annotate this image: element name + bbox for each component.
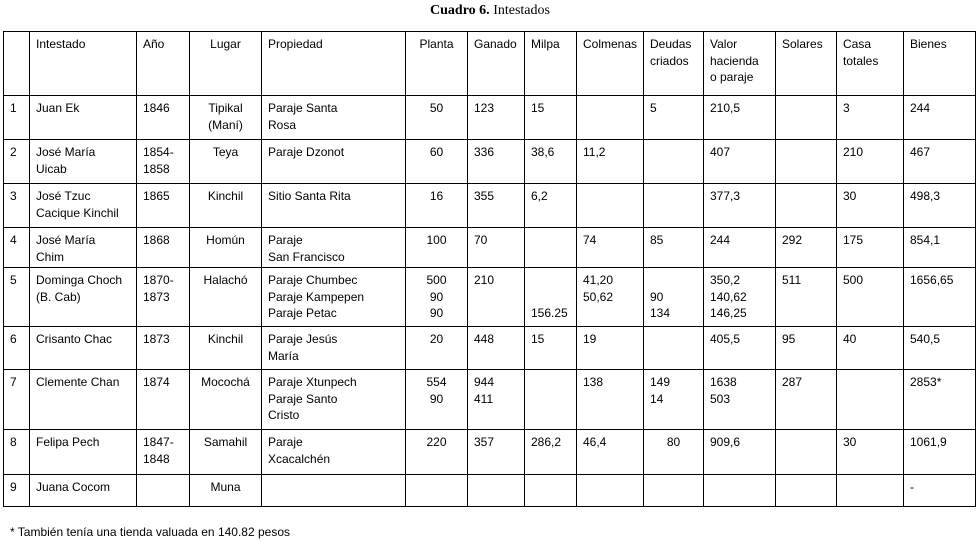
table-row: [4, 140, 976, 184]
table-cell: 854,1: [904, 228, 976, 268]
table-cell: 60: [406, 140, 468, 184]
table-cell: 1061,9: [904, 430, 976, 475]
table-cell: 40: [837, 327, 904, 370]
table-cell: [776, 430, 837, 475]
table-cell: Muna: [190, 475, 262, 507]
table-cell: 8: [4, 430, 30, 475]
table-cell: [577, 184, 644, 228]
table-cell: 287: [776, 370, 837, 430]
table-cell: 336: [468, 140, 525, 184]
footnote: * También tenía una tienda valuada en 140.82 pesos: [10, 525, 290, 539]
table-cell: 4: [4, 228, 30, 268]
table-cell: Paraje Dzonot: [262, 140, 406, 184]
table-cell: [525, 370, 577, 430]
table-cell: Paraje Jesús María: [262, 327, 406, 370]
table-cell: 244: [704, 228, 776, 268]
header-cell: Propiedad: [262, 32, 406, 96]
table-cell: 498,3: [904, 184, 976, 228]
table-cell: José Tzuc Cacique Kinchil: [30, 184, 137, 228]
table-cell: 405,5: [704, 327, 776, 370]
table-cell: 1656,65: [904, 268, 976, 327]
table-cell: 210: [468, 268, 525, 327]
table-cell: 2: [4, 140, 30, 184]
table-cell: Juana Cocom: [30, 475, 137, 507]
header-cell: [4, 32, 30, 96]
table-cell: [837, 370, 904, 430]
table-cell: 6,2: [525, 184, 577, 228]
table-cell: 292: [776, 228, 837, 268]
table-cell: 350,2 140,62 146,25: [704, 268, 776, 327]
table-cell: Paraje Xtunpech Paraje Santo Cristo: [262, 370, 406, 430]
table-cell: 244: [904, 96, 976, 140]
table-row: [4, 370, 976, 430]
table-cell: 30: [837, 184, 904, 228]
table-cell: Juan Ek: [30, 96, 137, 140]
table-cell: 15: [525, 96, 577, 140]
table-cell: 7: [4, 370, 30, 430]
table-cell: 540,5: [904, 327, 976, 370]
caption-label: Cuadro 6.: [430, 3, 490, 18]
table-row: [4, 327, 976, 370]
caption-title: Intestados: [493, 3, 550, 18]
table-cell: 41,20 50,62: [577, 268, 644, 327]
table-cell: 448: [468, 327, 525, 370]
header-cell: Milpa: [525, 32, 577, 96]
table-cell: [644, 184, 704, 228]
table-cell: [262, 475, 406, 507]
table-cell: 1868: [137, 228, 190, 268]
table-cell: Sitio Santa Rita: [262, 184, 406, 228]
table-cell: [776, 96, 837, 140]
table-row: [4, 184, 976, 228]
table-cell: 9: [4, 475, 30, 507]
table-cell: [644, 327, 704, 370]
table-cell: 16: [406, 184, 468, 228]
table-cell: 220: [406, 430, 468, 475]
table-cell: [837, 475, 904, 507]
table-cell: 3: [4, 184, 30, 228]
table-cell: Halachó: [190, 268, 262, 327]
table-cell: 138: [577, 370, 644, 430]
header-cell: Lugar: [190, 32, 262, 96]
table-cell: 511: [776, 268, 837, 327]
table-cell: 1874: [137, 370, 190, 430]
table-cell: 357: [468, 430, 525, 475]
table-cell: 554 90: [406, 370, 468, 430]
table-cell: 74: [577, 228, 644, 268]
table-cell: Paraje Xcacalchén: [262, 430, 406, 475]
table-cell: [644, 475, 704, 507]
table-cell: 1638 503: [704, 370, 776, 430]
table-cell: 1870- 1873: [137, 268, 190, 327]
table-cell: [776, 140, 837, 184]
table-cell: 944 411: [468, 370, 525, 430]
table-cell: 80: [644, 430, 704, 475]
table-cell: Felipa Pech: [30, 430, 137, 475]
header-cell: Ganado: [468, 32, 525, 96]
table-cell: 286,2: [525, 430, 577, 475]
table-cell: 1: [4, 96, 30, 140]
table-cell: [525, 228, 577, 268]
header-cell: Bienes: [904, 32, 976, 96]
table-cell: 1847- 1848: [137, 430, 190, 475]
table-cell: 30: [837, 430, 904, 475]
table-cell: 149 14: [644, 370, 704, 430]
table-cell: 1873: [137, 327, 190, 370]
table-cell: 1846: [137, 96, 190, 140]
table-cell: [776, 184, 837, 228]
table-cell: 2853*: [904, 370, 976, 430]
table-cell: 5: [4, 268, 30, 327]
intestados-table: [3, 31, 976, 507]
table-cell: 909,6: [704, 430, 776, 475]
table-cell: 100: [406, 228, 468, 268]
table-cell: 500: [837, 268, 904, 327]
table-cell: Paraje Chumbec Paraje Kampepen Paraje Petac: [262, 268, 406, 327]
table-row: [4, 96, 976, 140]
table-cell: 156.25: [525, 268, 577, 327]
table-cell: 3: [837, 96, 904, 140]
table-cell: [776, 475, 837, 507]
table-cell: 5: [644, 96, 704, 140]
table-cell: 1865: [137, 184, 190, 228]
table-cell: 11,2: [577, 140, 644, 184]
table-cell: 1854- 1858: [137, 140, 190, 184]
table-caption: [0, 3, 980, 19]
header-cell: Planta: [406, 32, 468, 96]
table-cell: Dominga Choch (B. Cab): [30, 268, 137, 327]
header-cell: Valor hacienda o paraje: [704, 32, 776, 96]
table-cell: Paraje San Francisco: [262, 228, 406, 268]
header-cell: Año: [137, 32, 190, 96]
table-cell: Kinchil: [190, 327, 262, 370]
table-cell: [644, 140, 704, 184]
table-cell: Teya: [190, 140, 262, 184]
header-cell: Deudas criados: [644, 32, 704, 96]
table-cell: Homún: [190, 228, 262, 268]
table-row: [4, 228, 976, 268]
table-cell: [406, 475, 468, 507]
table-cell: 38,6: [525, 140, 577, 184]
header-cell: Intestado: [30, 32, 137, 96]
table-cell: Crisanto Chac: [30, 327, 137, 370]
table-cell: [577, 475, 644, 507]
table-row: [4, 475, 976, 507]
table-cell: [137, 475, 190, 507]
table-cell: [468, 475, 525, 507]
table-cell: 46,4: [577, 430, 644, 475]
table-cell: Paraje Santa Rosa: [262, 96, 406, 140]
table-cell: José María Chim: [30, 228, 137, 268]
table-cell: 500 90 90: [406, 268, 468, 327]
table-cell: 210: [837, 140, 904, 184]
header-cell: Colmenas: [577, 32, 644, 96]
table-cell: 407: [704, 140, 776, 184]
table-cell: [525, 475, 577, 507]
table-cell: 6: [4, 327, 30, 370]
table-cell: 123: [468, 96, 525, 140]
header-row: [4, 32, 976, 96]
table-cell: 85: [644, 228, 704, 268]
table-cell: José María Uicab: [30, 140, 137, 184]
table-cell: [704, 475, 776, 507]
table-cell: 20: [406, 327, 468, 370]
table-cell: -: [904, 475, 976, 507]
table-row: [4, 430, 976, 475]
table-cell: 175: [837, 228, 904, 268]
table-cell: [577, 96, 644, 140]
table-cell: Mocochá: [190, 370, 262, 430]
table-cell: 19: [577, 327, 644, 370]
table-cell: 467: [904, 140, 976, 184]
table-cell: Kinchil: [190, 184, 262, 228]
table-cell: 210,5: [704, 96, 776, 140]
table-cell: Samahil: [190, 430, 262, 475]
table-cell: 90 134: [644, 268, 704, 327]
table-cell: 355: [468, 184, 525, 228]
table-cell: 95: [776, 327, 837, 370]
table-cell: 70: [468, 228, 525, 268]
table-cell: Tipikal (Maní): [190, 96, 262, 140]
header-cell: Solares: [776, 32, 837, 96]
table-row: [4, 268, 976, 327]
table-cell: 377,3: [704, 184, 776, 228]
table-cell: 15: [525, 327, 577, 370]
header-cell: Casa totales: [837, 32, 904, 96]
table-cell: 50: [406, 96, 468, 140]
table-cell: Clemente Chan: [30, 370, 137, 430]
